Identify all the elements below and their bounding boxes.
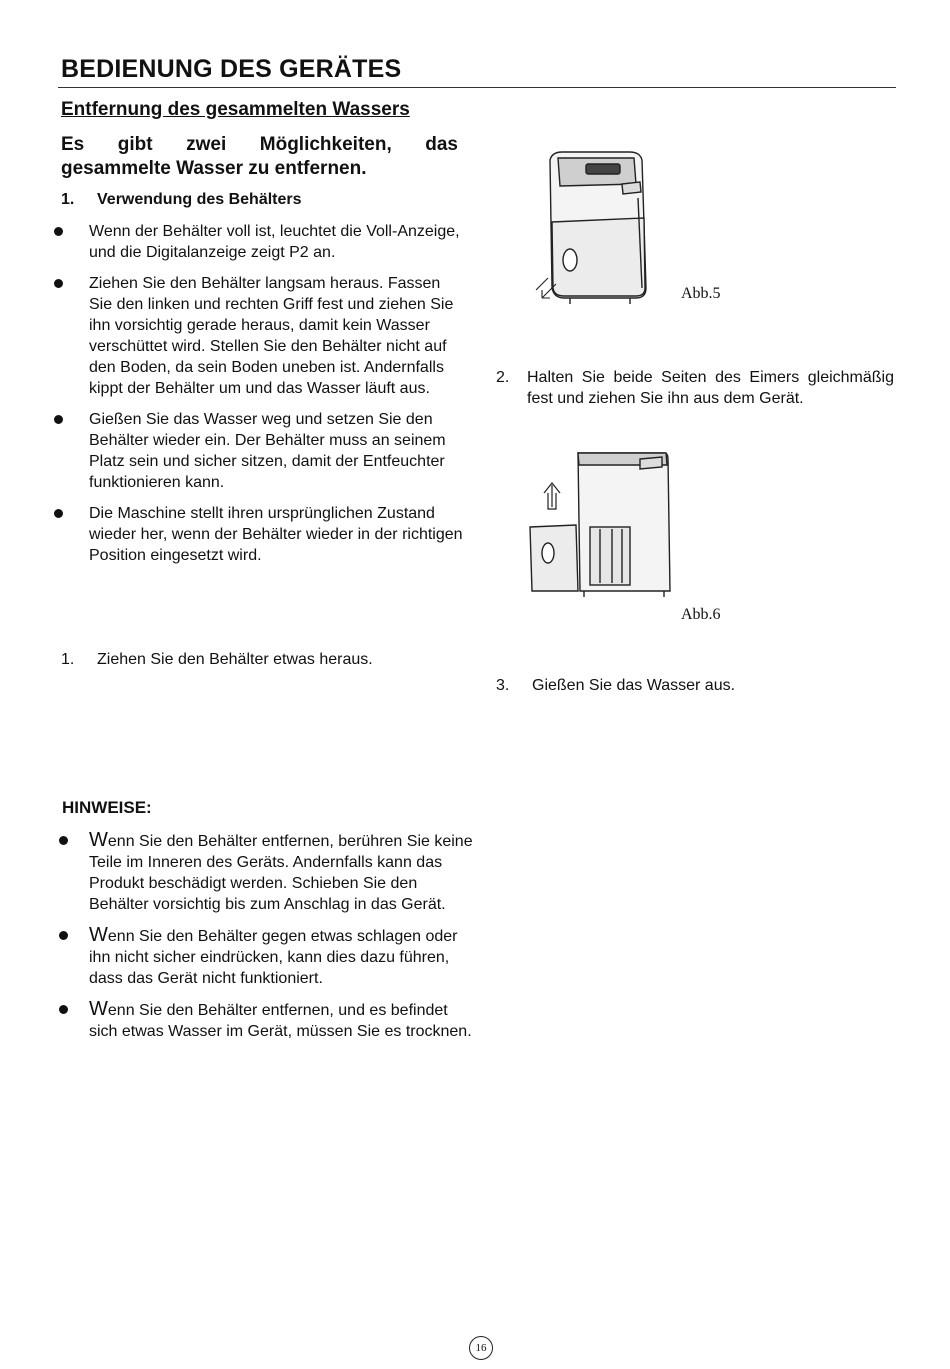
step-1 xyxy=(61,649,373,670)
note-item xyxy=(57,925,477,989)
note-item xyxy=(57,830,477,915)
step-text: Ziehen Sie den Behälter etwas heraus. xyxy=(97,651,373,668)
step-number: 1. xyxy=(61,651,75,668)
note-text: enn Sie den Behälter entfernen, berühren Sie keine Teile im Inneren des Geräts. Andernfalls kann das Produkt beschädigt werden. Schieben Sie den Behälter vorsichtig bis zum Anschlag in das Gerät. xyxy=(89,833,473,913)
subheading xyxy=(61,191,302,209)
section-heading: Entfernung des gesammelten Wassers xyxy=(61,99,410,120)
note-item xyxy=(57,999,477,1042)
step-2 xyxy=(496,367,894,409)
subheading-number: 1. xyxy=(61,191,75,208)
intro-text: Es gibt zwei Möglichkeiten, das gesammelte Wasser zu entfernen. xyxy=(61,134,458,179)
figure-6-caption: Abb.6 xyxy=(681,606,721,623)
step-text: Gießen Sie das Wasser aus. xyxy=(532,677,736,694)
subheading-text: Verwendung des Behälters xyxy=(97,191,302,208)
step-3 xyxy=(496,675,735,696)
step-number: 2. xyxy=(496,369,510,386)
note-text: enn Sie den Behälter entfernen, und es befindet sich etwas Wasser im Gerät, müssen Sie es trocknen. xyxy=(89,1002,472,1040)
step-number: 3. xyxy=(496,677,510,694)
page-title: BEDIENUNG DES GERÄTES xyxy=(61,55,402,83)
notes-list xyxy=(57,830,477,1052)
note-text: enn Sie den Behälter gegen etwas schlagen oder ihn nicht sicher eindrücken, kann dies dazu führen, dass das Gerät nicht funktioniert. xyxy=(89,928,458,987)
figure-6-tank-removal-illustration xyxy=(528,445,678,605)
figure-5-caption: Abb.5 xyxy=(681,285,721,302)
note-initial: W xyxy=(89,829,108,851)
title-divider xyxy=(58,87,896,88)
figure-5-dehumidifier-illustration xyxy=(530,148,660,318)
list-item: Wenn der Behälter voll ist, leuchtet die Voll-Anzeige, und die Digitalanzeige zeigt P2 an. xyxy=(54,221,464,263)
step-text: Halten Sie beide Seiten des Eimers gleichmäßig fest und ziehen Sie ihn aus dem Gerät. xyxy=(527,369,894,407)
list-item: Ziehen Sie den Behälter langsam heraus. Fassen Sie den linken und rechten Griff fest und ziehen Sie ihn vorsichtig gerade heraus, damit kein Wasser verschüttet wird. Stellen Sie den Behälter nicht auf den Boden, da sein Boden uneben ist. Andernfalls kippt der Behälter um und das Wasser läuft aus. xyxy=(54,273,464,399)
instruction-list xyxy=(54,221,464,576)
page-number: 16 xyxy=(469,1336,493,1360)
list-item: Gießen Sie das Wasser weg und setzen Sie den Behälter wieder ein. Der Behälter muss an seinem Platz sein und sicher sitzen, damit der Entfeuchter funktionieren kann. xyxy=(54,409,464,493)
list-item: Die Maschine stellt ihren ursprünglichen Zustand wieder her, wenn der Behälter wieder in der richtigen Position eingesetzt wird. xyxy=(54,503,464,566)
note-initial: W xyxy=(89,924,108,946)
notes-heading: HINWEISE: xyxy=(62,798,152,817)
note-initial: W xyxy=(89,998,108,1020)
